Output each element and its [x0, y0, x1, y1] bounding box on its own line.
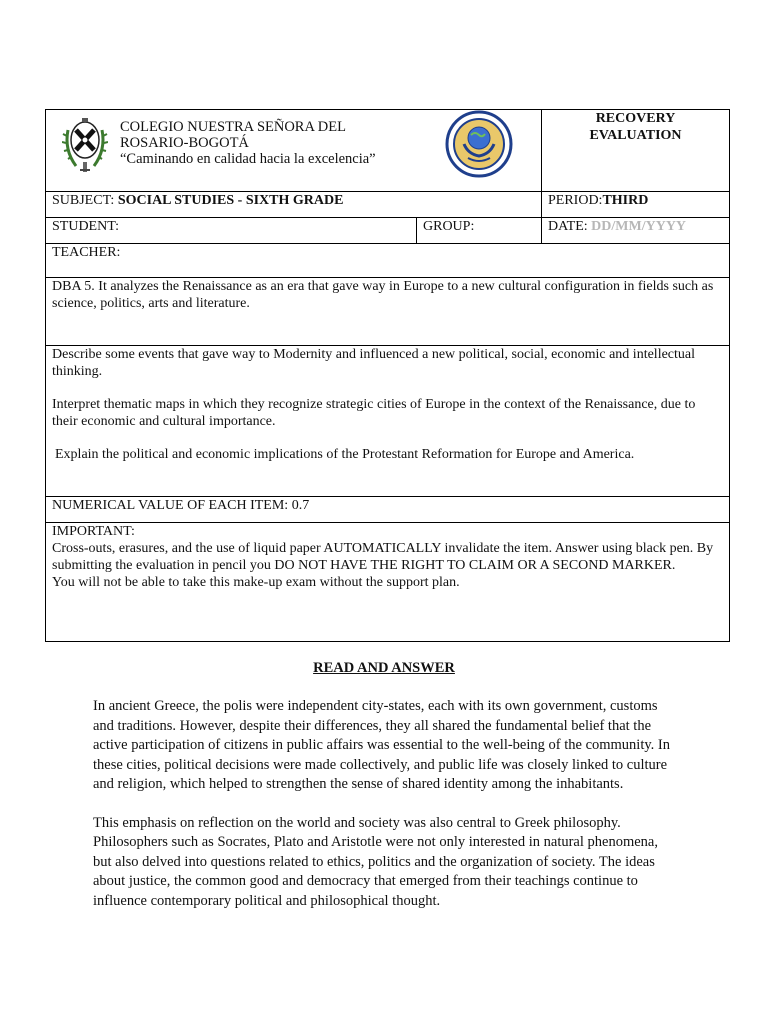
reading-section-title: READ AND ANSWER [313, 660, 455, 676]
header-table [45, 109, 730, 642]
evaluation-header-form [45, 109, 729, 642]
important-support-plan: You will not be able to take this make-up exam without the support plan. [52, 575, 460, 590]
important-rules: Cross-outs, erasures, and the use of liquid paper AUTOMATICALLY invalidate the item. Answer using black pen. By submitting the evaluation in pencil you DO NOT HAVE THE RIGHT TO CLAIM OR A SECOND MARKER. [52, 541, 714, 573]
subject-value: SOCIAL STUDIES - SIXTH GRADE [117, 193, 344, 208]
performance-descriptors-cell [46, 346, 730, 497]
period-field [542, 192, 730, 218]
subject-field [46, 192, 542, 218]
descriptor-2: Interpret thematic maps in which they recognize strategic cities of Europe in the context of the Renaissance, due to their economic and cultural importance. [52, 397, 696, 429]
reading-passage [93, 697, 673, 930]
important-title: IMPORTANT: [52, 524, 135, 539]
important-notice-cell [46, 523, 730, 642]
descriptor-3: Explain the political and economic implications of the Protestant Reformation for Europe and America. [55, 447, 635, 462]
school-name-line2: ROSARIO-BOGOTÁ [120, 135, 249, 151]
subject-label: SUBJECT: [52, 193, 115, 208]
teacher-field[interactable] [46, 244, 730, 278]
school-cell [46, 110, 417, 192]
date-field[interactable] [542, 218, 730, 244]
dba-cell [46, 278, 730, 346]
evaluation-title-line1: RECOVERY [595, 111, 676, 126]
reading-paragraph-2: This emphasis on reflection on the world and society was also central to Greek philosophy. Philosophers such as Socrates, Plato and Aristotle were not only interested in natural phenomena, but also delved into questions related to ethics, politics and the organization of society. The ideas about justice, the common good and democracy that emerged from their teachings continue to influence contemporary political and philosophical thought. [93, 814, 658, 909]
group-label: GROUP: [423, 219, 475, 234]
period-label: PERIOD: [548, 193, 603, 208]
social-studies-seal-icon [440, 110, 518, 178]
descriptor-1: Describe some events that gave way to Modernity and influenced a new political, social, economic and intellectual thinking. [52, 347, 696, 379]
student-field[interactable] [46, 218, 417, 244]
seal-cell [417, 110, 542, 192]
evaluation-title-cell [542, 110, 730, 192]
student-label: STUDENT: [52, 219, 119, 234]
date-label: DATE: [548, 219, 588, 234]
date-placeholder: DD/MM/YYYY [591, 219, 687, 234]
school-motto: “Caminando en calidad hacia la excelencia” [120, 151, 376, 167]
dba-text: DBA 5. It analyzes the Renaissance as an era that gave way in Europe to a new cultural configuration in fields such as science, politics, arts and literature. [52, 279, 714, 311]
school-name-line1: COLEGIO NUESTRA SEÑORA DEL [120, 119, 346, 135]
numerical-value-cell [46, 497, 730, 523]
reading-paragraph-1: In ancient Greece, the polis were independent city-states, each with its own government, customs and traditions. However, despite their differences, they all shared the fundamental belief that the active participation of citizens in public affairs was essential to the well-being of the community. In these cities, political decisions were made collectively, and public life was closely linked to culture and religion, which helped to strengthen the sense of shared identity among the inhabitants. [93, 698, 671, 792]
evaluation-title-line2: EVALUATION [589, 128, 682, 143]
teacher-label: TEACHER: [52, 245, 121, 260]
period-value: THIRD [602, 193, 649, 208]
school-crest-icon [62, 110, 108, 176]
group-field[interactable] [417, 218, 542, 244]
numerical-value-text: NUMERICAL VALUE OF EACH ITEM: 0.7 [52, 498, 310, 513]
